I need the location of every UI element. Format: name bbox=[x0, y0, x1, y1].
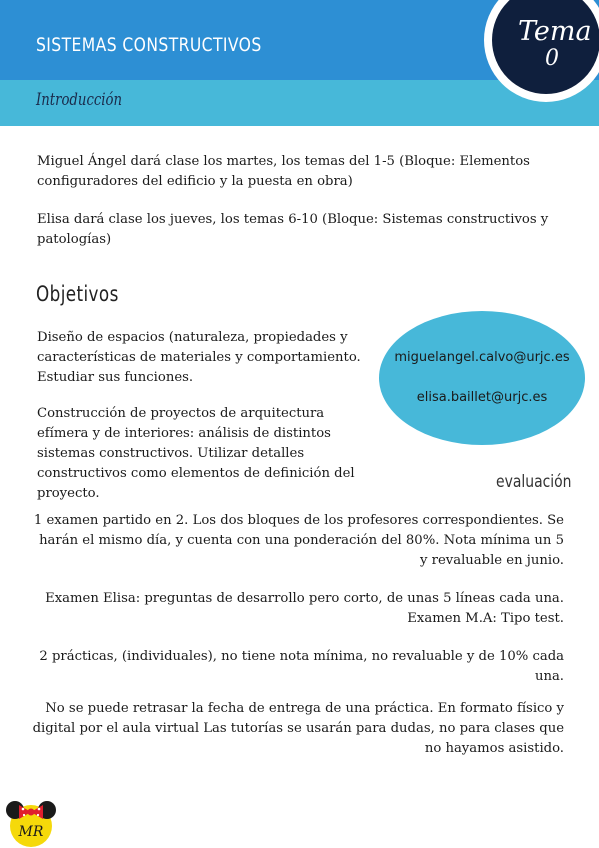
contact-email: elisa.baillet@urjc.es bbox=[416, 390, 548, 405]
evaluation-item: Examen Elisa: preguntas de desarrollo pero corto, de unas 5 líneas cada una. Examen M.A: Tipo test. bbox=[45, 591, 564, 626]
objectives-paragraph: Construcción de proyectos de arquitectura efímera y de interiores: análisis de distintos sistemas constructivos. Utilizar detalles constructivos como elementos de definición del proyecto. bbox=[37, 406, 355, 501]
mouse-logo-icon bbox=[4, 796, 58, 848]
logo-bow-knot bbox=[28, 809, 35, 816]
contact-email: miguelangel.calvo@urjc.es bbox=[394, 350, 570, 365]
intro-paragraph: Elisa dará clase los jueves, los temas 6-10 (Bloque: Sistemas constructivos y patologías) bbox=[37, 212, 549, 247]
evaluation-item: 2 prácticas, (individuales), no tiene nota mínima, no revaluable y de 10% cada una. bbox=[39, 649, 564, 684]
intro-paragraph: Miguel Ángel dará clase los martes, los temas del 1-5 (Bloque: Elementos configuradores del edificio y la puesta en obra) bbox=[37, 154, 530, 189]
section-subtitle: Introducción bbox=[36, 90, 123, 110]
evaluation-heading: evaluación bbox=[496, 472, 572, 492]
document-title: SISTEMAS CONSTRUCTIVOS bbox=[36, 34, 262, 56]
topic-badge-word: Tema bbox=[518, 16, 592, 47]
objectives-paragraph: Diseño de espacios (naturaleza, propiedades y características de materiales y comportamiento. Estudiar sus funciones. bbox=[37, 330, 361, 385]
objectives-heading: Objetivos bbox=[36, 282, 119, 306]
logo-text: MR bbox=[18, 824, 44, 840]
contact-ellipse bbox=[379, 311, 585, 445]
evaluation-item: 1 examen partido en 2. Los dos bloques de los profesores correspondientes. Se harán el mismo día, y cuenta con una ponderación del 80%. Nota mínima un 5 y revaluable en junio. bbox=[33, 513, 564, 568]
topic-badge-number: 0 bbox=[545, 46, 559, 71]
evaluation-item: No se puede retrasar la fecha de entrega de una práctica. En formato físico y digital por el aula virtual Las tutorías se usarán para dudas, no para clases que no hayamos asistido. bbox=[32, 701, 564, 756]
